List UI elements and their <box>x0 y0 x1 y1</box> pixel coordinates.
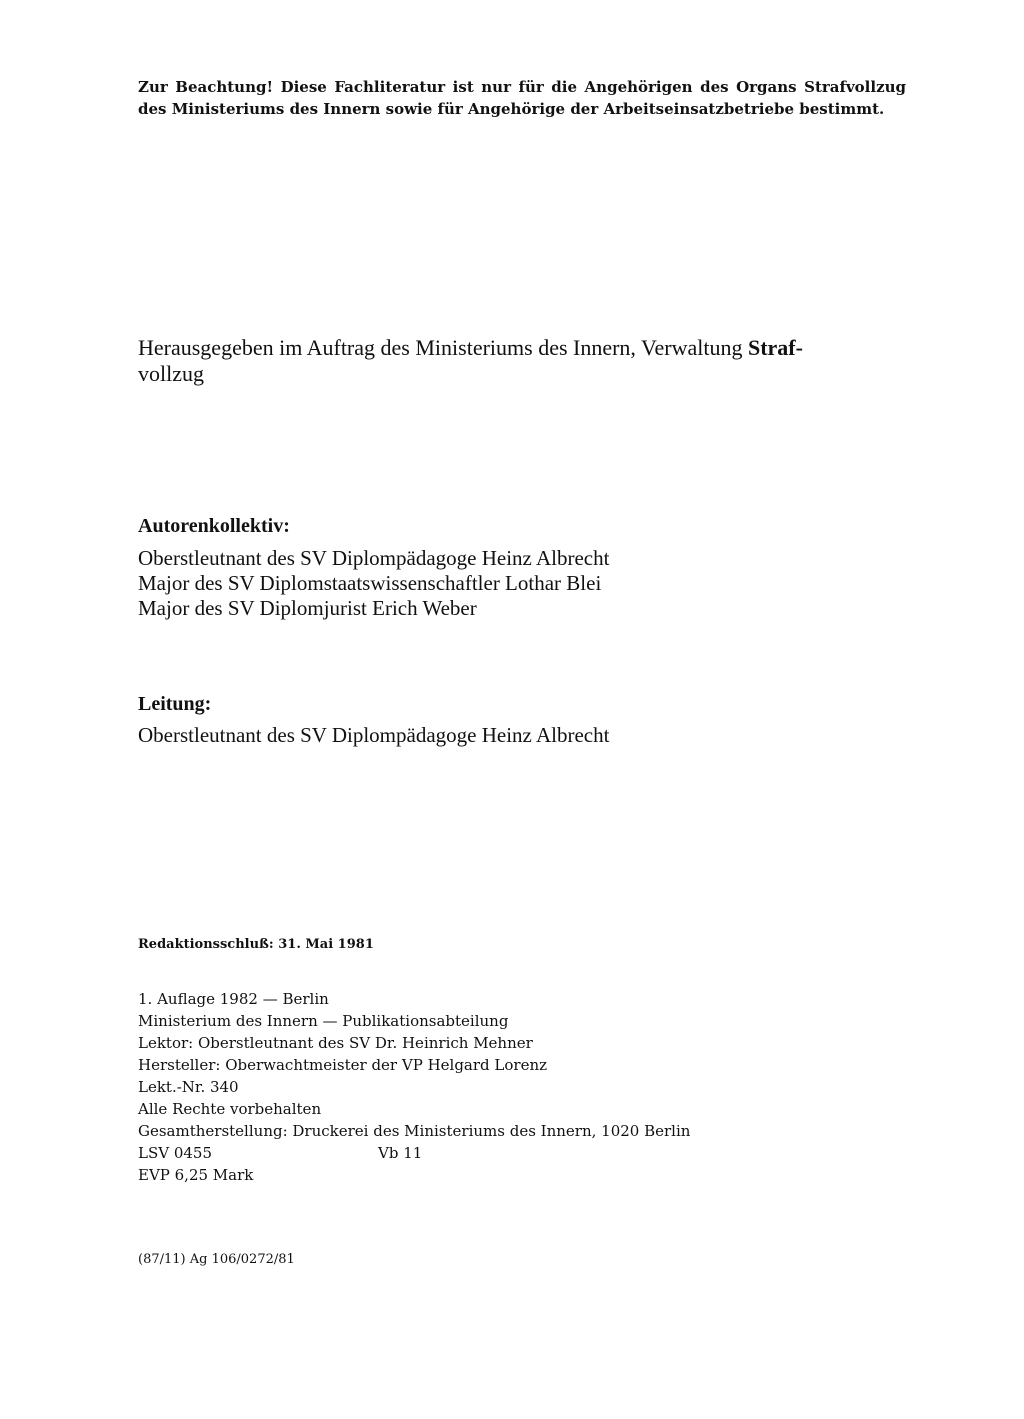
imprint-edition: 1. Auflage 1982 — Berlin <box>138 990 329 1008</box>
restriction-notice: Zur Beachtung! Diese Fachliteratur ist nur für die Angehörigen des Organs Strafvollzug des Ministeriums des Innern sowie für Angehörige der Arbeitseinsatzbetriebe bestimmt. <box>138 78 906 118</box>
publisher-statement <box>138 335 906 387</box>
author-item: Major des SV Diplomjurist Erich Weber <box>138 596 477 620</box>
publisher-text-bold: Straf- <box>747 335 803 360</box>
imprint-rights: Alle Rechte vorbehalten <box>138 1100 322 1118</box>
authors-list <box>138 546 609 621</box>
imprint-ministry: Ministerium des Innern — Publikationsabteilung <box>138 1012 509 1030</box>
publisher-text-line2: vollzug <box>138 361 204 386</box>
author-item: Major des SV Diplomstaatswissenschaftler Lothar Blei <box>138 571 602 595</box>
publisher-text: Herausgegeben im Auftrag des Ministeriums des Innern, Verwaltung <box>138 335 748 360</box>
imprint-hersteller: Hersteller: Oberwachtmeister der VP Helgard Lorenz <box>138 1056 548 1074</box>
editorial-deadline: Redaktionsschluß: 31. Mai 1981 <box>138 937 374 952</box>
imprint-lsv-row <box>138 1142 690 1164</box>
imprint <box>138 988 690 1186</box>
imprint-lekt-nr: Lekt.-Nr. 340 <box>138 1078 239 1096</box>
imprint-production: Gesamtherstellung: Druckerei des Ministeriums des Innern, 1020 Berlin <box>138 1122 691 1140</box>
imprint-lsv: LSV 0455 <box>138 1144 213 1162</box>
order-code: (87/11) Ag 106/0272/81 <box>138 1252 295 1267</box>
imprint-vb: Vb 11 <box>378 1144 423 1162</box>
leitung-name: Oberstleutnant des SV Diplompädagoge Heinz Albrecht <box>138 723 610 747</box>
authors-heading: Autorenkollektiv: <box>138 515 290 537</box>
leitung-heading: Leitung: <box>138 693 212 715</box>
author-item: Oberstleutnant des SV Diplompädagoge Heinz Albrecht <box>138 546 610 570</box>
imprint-lektor: Lektor: Oberstleutnant des SV Dr. Heinrich Mehner <box>138 1034 533 1052</box>
imprint-price: EVP 6,25 Mark <box>138 1166 254 1184</box>
